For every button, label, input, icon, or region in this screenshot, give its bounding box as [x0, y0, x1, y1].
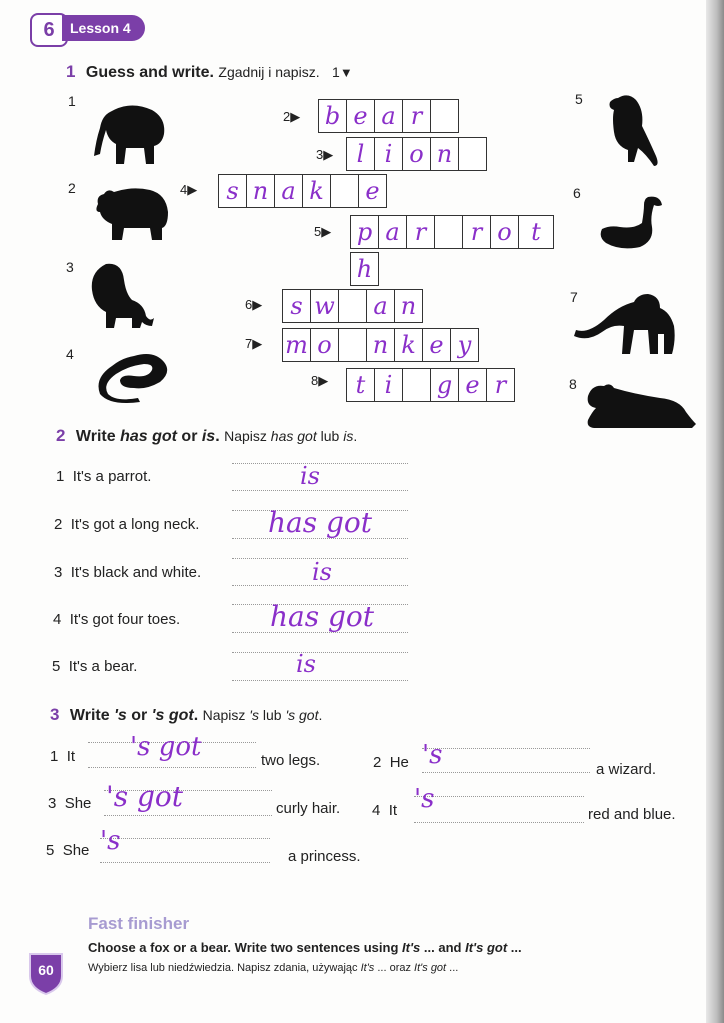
ex3-item-2-rest: a wizard. — [596, 761, 657, 778]
crossword-cell[interactable]: s — [218, 174, 247, 208]
arrow-down-icon: ▼ — [339, 65, 353, 80]
answer-line — [232, 490, 408, 491]
crossword-cell[interactable] — [338, 328, 367, 362]
crossword-cell[interactable]: w — [310, 289, 339, 323]
right-number-7: 7 — [570, 289, 578, 305]
crossword-cell[interactable]: n — [430, 137, 459, 171]
ex3-answer-5[interactable]: 's — [100, 826, 121, 856]
ex3-answer-2[interactable]: 's — [422, 740, 443, 770]
ex3-item-4-rest: red and blue. — [588, 806, 676, 823]
answer-line — [232, 680, 408, 681]
crossword-cell[interactable]: e — [422, 328, 451, 362]
right-number-6: 6 — [573, 185, 581, 201]
clue-4: 4▶ — [180, 182, 198, 197]
clue-2: 2▶ — [283, 109, 301, 124]
arrow-right-icon: ▶ — [321, 224, 332, 239]
crossword-cell[interactable] — [430, 99, 459, 133]
ex3-answer-3[interactable]: 's got — [106, 780, 183, 813]
snake-icon — [94, 348, 174, 404]
page-number-badge — [26, 950, 66, 996]
crossword-cell[interactable]: n — [394, 289, 423, 323]
crossword-cell[interactable] — [434, 215, 463, 249]
fast-finisher-line-2: Wybierz lisa lub niedźwiedzia. Napisz zdania, używając It's ... oraz It's got ... — [88, 962, 459, 974]
arrow-right-icon: ▶ — [252, 297, 263, 312]
crossword-cell[interactable]: g — [430, 368, 459, 402]
answer-line — [100, 838, 270, 839]
ex2-answer-5[interactable]: is — [296, 650, 316, 678]
ex2-item-1: 1 It's a parrot. — [56, 468, 152, 485]
lion-icon — [86, 260, 156, 330]
ex1-heading — [66, 62, 353, 82]
tiger-icon — [580, 376, 698, 432]
clue-3: 3▶ — [316, 147, 334, 162]
ex3-item-4-lead: 4 It — [372, 802, 398, 819]
crossword-cell[interactable]: n — [366, 328, 395, 362]
answer-line — [232, 652, 408, 653]
ex3-answer-4[interactable]: 's — [414, 784, 435, 814]
right-number-5: 5 — [575, 91, 583, 107]
left-number-4: 4 — [66, 346, 74, 362]
ex2-answer-1[interactable]: is — [300, 462, 320, 490]
crossword-cell[interactable]: s — [282, 289, 311, 323]
right-number-8: 8 — [569, 376, 577, 392]
arrow-right-icon: ▶ — [187, 182, 198, 197]
crossword-cell[interactable]: b — [318, 99, 347, 133]
ex3-item-1-lead: 1 It — [50, 748, 76, 765]
crossword-cell[interactable]: p — [350, 215, 379, 249]
answer-line — [104, 815, 272, 816]
left-number-3: 3 — [66, 259, 74, 275]
monkey-icon — [572, 290, 682, 356]
crossword-cell[interactable]: r — [462, 215, 491, 249]
ex3-number: 3 — [50, 705, 60, 724]
arrow-right-icon: ▶ — [323, 147, 334, 162]
crossword-cell[interactable]: a — [274, 174, 303, 208]
ex1-title: Guess and write. — [85, 64, 214, 81]
crossword-cell[interactable]: o — [310, 328, 339, 362]
answer-line — [232, 463, 408, 464]
crossword-cell[interactable] — [338, 289, 367, 323]
ex3-item-5-rest: a princess. — [288, 848, 361, 865]
ex3-answer-1[interactable]: 's got — [130, 732, 202, 762]
answer-line — [88, 767, 256, 768]
lesson-label: Lesson 4 — [62, 15, 145, 41]
crossword-cell[interactable]: a — [378, 215, 407, 249]
left-number-1: 1 — [68, 93, 76, 109]
answer-line — [100, 862, 270, 863]
answer-line — [414, 796, 584, 797]
ex3-item-3-rest: curly hair. — [276, 800, 341, 817]
crossword-cell[interactable]: o — [490, 215, 519, 249]
ex2-heading: 2 Write has got or is. Napisz has got lub is. — [56, 426, 358, 445]
crossword-cell[interactable]: l — [346, 137, 375, 171]
crossword-cell[interactable]: r — [402, 99, 431, 133]
page-binding-shadow — [706, 0, 724, 1023]
crossword-cell[interactable]: e — [358, 174, 387, 208]
ex2-item-2: 2 It's got a long neck. — [54, 516, 200, 533]
ex2-item-5: 5 It's a bear. — [52, 658, 138, 675]
ex2-answer-4[interactable]: has got — [270, 600, 375, 633]
elephant-icon — [90, 100, 170, 168]
crossword-cell[interactable]: a — [366, 289, 395, 323]
crossword-cell[interactable]: i — [374, 137, 403, 171]
clue-5: 5▶ — [314, 224, 332, 239]
crossword-cell[interactable]: e — [458, 368, 487, 402]
crossword-cell[interactable]: y — [450, 328, 479, 362]
crossword-cell[interactable]: k — [394, 328, 423, 362]
fast-finisher-line-1: Choose a fox or a bear. Write two sentences using It's ... and It's got ... — [88, 940, 522, 955]
ex1-subtitle: Zgadnij i napisz. — [218, 64, 320, 80]
crossword-cell[interactable]: o — [402, 137, 431, 171]
crossword-cell[interactable]: n — [246, 174, 275, 208]
ex3-item-1-rest: two legs. — [261, 752, 321, 769]
clue-8: 8▶ — [311, 373, 329, 388]
crossword-cell[interactable]: k — [302, 174, 331, 208]
clue-7: 7▶ — [245, 336, 263, 351]
arrow-right-icon: ▶ — [318, 373, 329, 388]
crossword-cell[interactable] — [458, 137, 487, 171]
ex3-item-3-lead: 3 She — [48, 795, 92, 812]
arrow-right-icon: ▶ — [290, 109, 301, 124]
crossword-cell[interactable]: t — [346, 368, 375, 402]
answer-line — [422, 748, 590, 749]
crossword-cell[interactable] — [330, 174, 359, 208]
parrot-icon — [604, 92, 664, 170]
crossword-cell[interactable]: h — [350, 252, 379, 286]
ex2-answer-2[interactable]: has got — [268, 506, 373, 539]
crossword-cell[interactable]: e — [346, 99, 375, 133]
clue-6: 6▶ — [245, 297, 263, 312]
crossword-cell[interactable] — [402, 368, 431, 402]
crossword-cell[interactable]: r — [486, 368, 515, 402]
ex2-number: 2 — [56, 426, 66, 445]
answer-line — [414, 822, 584, 823]
unit-badge: 6 — [30, 13, 68, 47]
swan-icon — [596, 193, 668, 253]
ex3-item-2-lead: 2 He — [373, 754, 409, 771]
ex3-item-5-lead: 5 She — [46, 842, 90, 859]
left-number-2: 2 — [68, 180, 76, 196]
ex2-item-4: 4 It's got four toes. — [53, 611, 181, 628]
crossword-cell[interactable]: r — [406, 215, 435, 249]
fast-finisher-title: Fast finisher — [88, 914, 190, 933]
crossword-cell[interactable]: i — [374, 368, 403, 402]
answer-line — [422, 772, 590, 773]
page-number: 60 — [38, 962, 54, 978]
ex1-down-clue: 1 — [332, 64, 340, 80]
arrow-right-icon: ▶ — [252, 336, 263, 351]
ex1-number: 1 — [66, 62, 76, 81]
ex2-answer-3[interactable]: is — [312, 558, 332, 586]
crossword-cell[interactable]: a — [374, 99, 403, 133]
ex2-item-3: 3 It's black and white. — [54, 564, 202, 581]
bear-icon — [92, 182, 172, 242]
ex3-heading: 3 Write 's or 's got. Napisz 's lub 's got. — [50, 705, 323, 724]
crossword-cell[interactable]: t — [518, 215, 554, 249]
crossword-cell[interactable]: m — [282, 328, 311, 362]
